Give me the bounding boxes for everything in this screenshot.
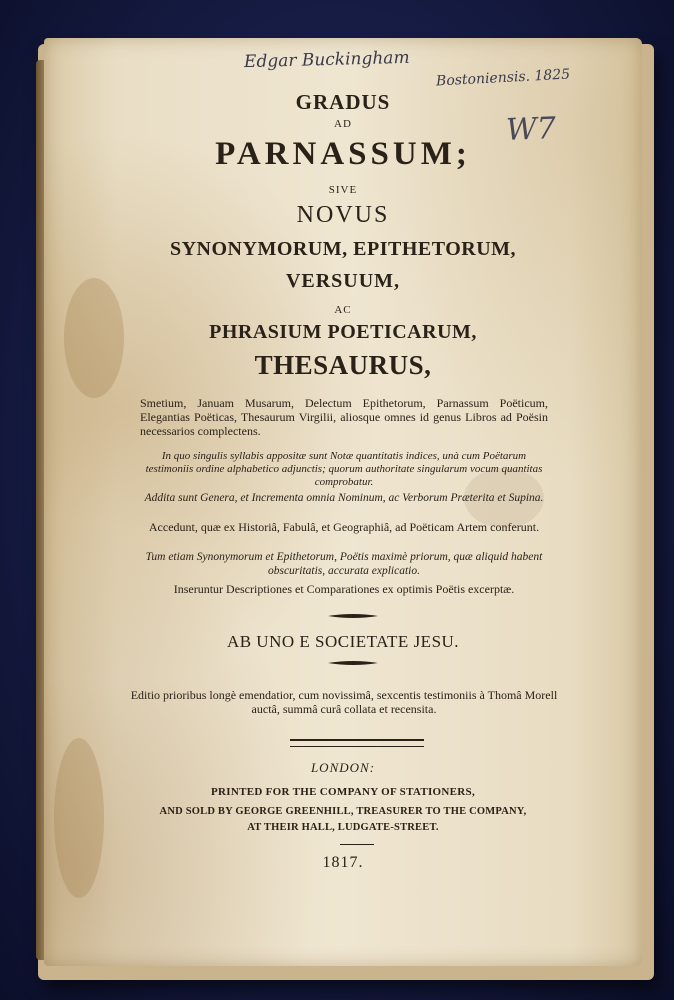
shelf-mark: W7 — [505, 111, 557, 148]
title-ad: AD — [334, 118, 352, 130]
description-paragraph: Addita sunt Genera, et Incrementa omnia Nominum, ac Verborum Præterita et Supina. — [144, 492, 544, 504]
owner-signature: Edgar Buckingham — [243, 47, 410, 73]
title-thesaurus: THESAURUS, — [254, 350, 432, 380]
imprint-city: LONDON: — [310, 760, 376, 775]
ornament-rule — [328, 660, 378, 666]
title-page — [44, 38, 642, 966]
description-paragraph: Accedunt, quæ ex Historiâ, Fabulâ, et Geographiâ, ad Poëticam Artem conferunt. — [148, 520, 540, 534]
description-paragraph: In quo singulis syllabis appositæ sunt Notæ quantitatis indices, unà cum Poëtarum testimoniis ordine alphabetico adjunctis; quorum authoritate singularum vocum quantitas comprobatur. — [145, 450, 543, 488]
imprint-hall: AT THEIR HALL, LUDGATE-STREET. — [247, 822, 439, 833]
title-phrasium: PHRASIUM POETICARUM, — [209, 321, 477, 343]
title-novus: NOVUS — [296, 202, 390, 228]
title-synonymorum: SYNONYMORUM, EPITHETORUM, — [169, 238, 517, 260]
imprint-year: 1817. — [322, 854, 364, 871]
place-date-inscription: Bostoniensis. 1825 — [435, 66, 571, 90]
ornament-rule — [328, 613, 378, 619]
description-paragraph: Tum etiam Synonymorum et Epithetorum, Poëtis maximè priorum, quæ aliquid habent obscuritatis, accurata explicatio. — [145, 551, 543, 577]
title-ac: AC — [334, 304, 352, 316]
short-rule — [340, 844, 374, 845]
imprint-sold: AND SOLD BY GEORGE GREENHILL, TREASURER TO THE COMPANY, — [159, 806, 527, 817]
title-sive: SIVE — [328, 184, 358, 196]
description-paragraph: Inseruntur Descriptiones et Comparationes ex optimis Poëtis excerptæ. — [173, 582, 515, 596]
double-rule — [290, 739, 424, 747]
edition-statement: Editio prioribus longè emendatior, cum novissimâ, sexcentis testimoniis à Thomâ Morell auctâ, summâ curâ collata et recensita. — [130, 688, 558, 716]
imprint-printed: PRINTED FOR THE COMPANY OF STATIONERS, — [210, 786, 475, 798]
description-paragraph: Smetium, Januam Musarum, Delectum Epithetorum, Parnassum Poëticum, Elegantias Poëticas, Thesaurum Virgilii, aliosque omnes id genus Libros ad Poësin necessarios complectens. — [140, 396, 548, 438]
author-attribution: AB UNO E SOCIETATE JESU. — [226, 632, 460, 651]
title-versuum: VERSUUM, — [285, 270, 401, 292]
title-parnassum: PARNASSUM; — [215, 136, 471, 172]
title-gradus: GRADUS — [295, 90, 391, 114]
